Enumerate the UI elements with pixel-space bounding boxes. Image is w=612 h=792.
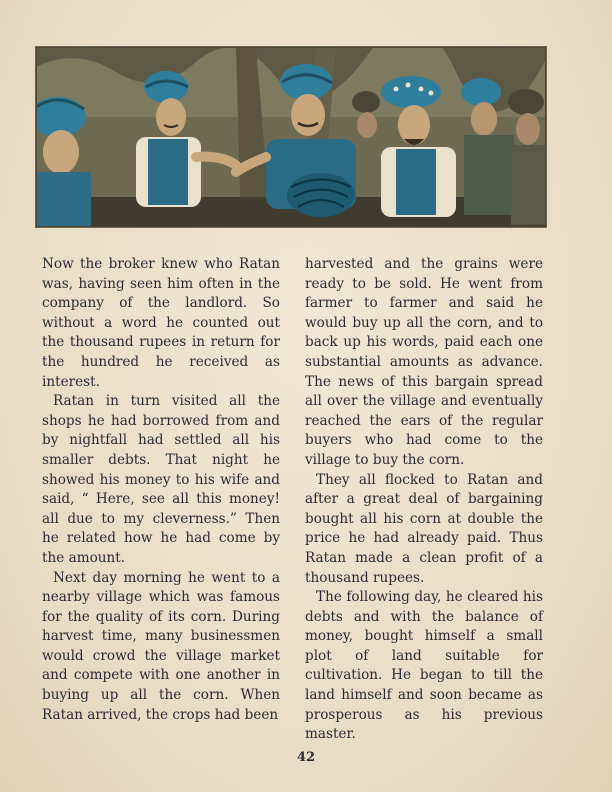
right-text-column [305,255,543,745]
paragraph: They all flocked to Ratan and after a great deal of bargaining bought all his corn at double the price he had already paid. Thus Ratan made a clean profit of a thousand rupees. [305,471,543,586]
page-number: 42 [296,750,316,765]
paragraph: The following day, he cleared his debts and with the balance of money, bought himself a small plot of land suitable for cultivation. He began to till the land himself and soon became as prosperous as his previous master. [305,589,543,743]
paragraph: harvested and the grains were ready to be sold. He went from farmer to farmer and said he would buy up all the corn, and to back up his words, paid each one substantial amounts as advance. The news of this bargain spread all over the village and eventually reached the ears of the regular buyers who had come to the village to buy the corn. [305,256,543,468]
illustration-drawing [36,47,546,227]
story-illustration [35,46,547,228]
paragraph: Now the broker knew who Ratan was, having seen him often in the company of the landlord. So without a word he counted out the thousand rupees in return for the hundred he received as interest. [42,256,280,390]
paragraph: Next day morning he went to a nearby village which was famous for the quality of its corn. During harvest time, many businessmen would crowd the village market and compete with one another in buying up all the corn. When Ratan arrived, the crops had been [42,569,280,723]
left-text-column [42,255,280,725]
paragraph: Ratan in turn visited all the shops he had borrowed from and by nightfall had settled all his smaller debts. That night he showed his money to his wife and said, “ Here, see all this money! all due to my cleverness.” Then he related how he had come by the amount. [42,393,280,566]
